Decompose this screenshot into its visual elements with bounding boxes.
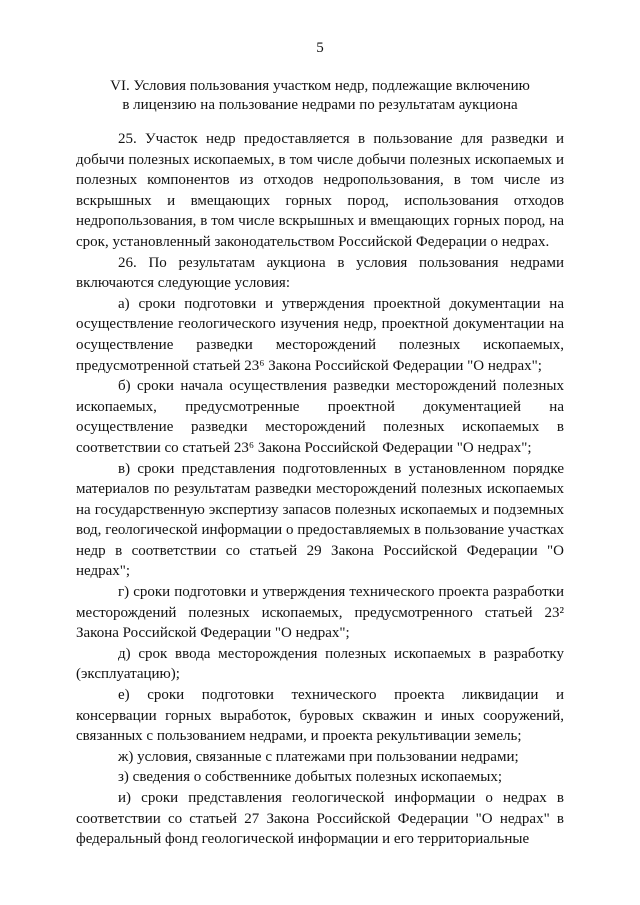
- list-item-g: г) сроки подготовки и утверждения технического проекта разработки месторождений полезных ископаемых, предусмотренного статьей 23² Закона Российской Федерации "О недрах";: [76, 584, 564, 642]
- list-item-zh: ж) условия, связанные с платежами при пользовании недрами;: [118, 748, 519, 765]
- list-item-b: б) сроки начала осуществления разведки месторождений полезных ископаемых, предусмотренные проектной документацией на осуществление разведки месторождений полезных ископаемых в соответствии со статьей 23⁶ Закона Российской Федерации "О недрах";: [76, 378, 564, 456]
- section-heading-line-2: в лицензию на пользование недрами по результатам аукциона: [122, 97, 518, 113]
- list-item-e: е) сроки подготовки технического проекта ликвидации и консервации горных выработок, буровых скважин и иных сооружений, связанных с пользованием недрами, и проекта рекультивации земель;: [76, 687, 564, 745]
- list-item-a: а) сроки подготовки и утверждения проектной документации на осуществление геологического изучения недр, проектной документации на осуществление разведки месторождений полезных ископаемых, предусмотренной статьей 23⁶ Закона Российской Федерации "О недрах";: [76, 295, 564, 374]
- section-heading: [70, 77, 570, 115]
- page-number: 5: [316, 40, 324, 56]
- document-body: [76, 129, 564, 850]
- paragraph-25: 25. Участок недр предоставляется в пользование для разведки и добычи полезных ископаемых, в том числе добычи полезных ископаемых и полезных компонентов из отходов недропользования, в том числе из вскрышных и вмещающих горных пород, использования отходов недропользования, в том числе вскрышных и вмещающих горных пород, на срок, установленный законодательством Российской Федерации о недрах.: [76, 131, 564, 250]
- paragraph-26: 26. По результатам аукциона в условия пользования недрами включаются следующие условия:: [76, 254, 564, 292]
- list-item-v: в) сроки представления подготовленных в установленном порядке материалов по результатам разведки месторождений полезных ископаемых на государственную экспертизу запасов полезных ископаемых и подземных вод, геологической информации о предоставляемых в пользование участках недр в соответствии со статьей 29 Закона Российской Федерации "О недрах";: [76, 460, 564, 580]
- section-heading-line-1: VI. Условия пользования участком недр, подлежащие включению: [110, 78, 530, 94]
- list-item-d: д) срок ввода месторождения полезных ископаемых в разработку (эксплуатацию);: [76, 645, 564, 683]
- list-item-i: и) сроки представления геологической информации о недрах в соответствии со статьей 27 Закона Российской Федерации "О недрах" в федеральный фонд геологической информации и его территориальные: [76, 790, 564, 848]
- list-item-z: з) сведения о собственнике добытых полезных ископаемых;: [118, 769, 503, 786]
